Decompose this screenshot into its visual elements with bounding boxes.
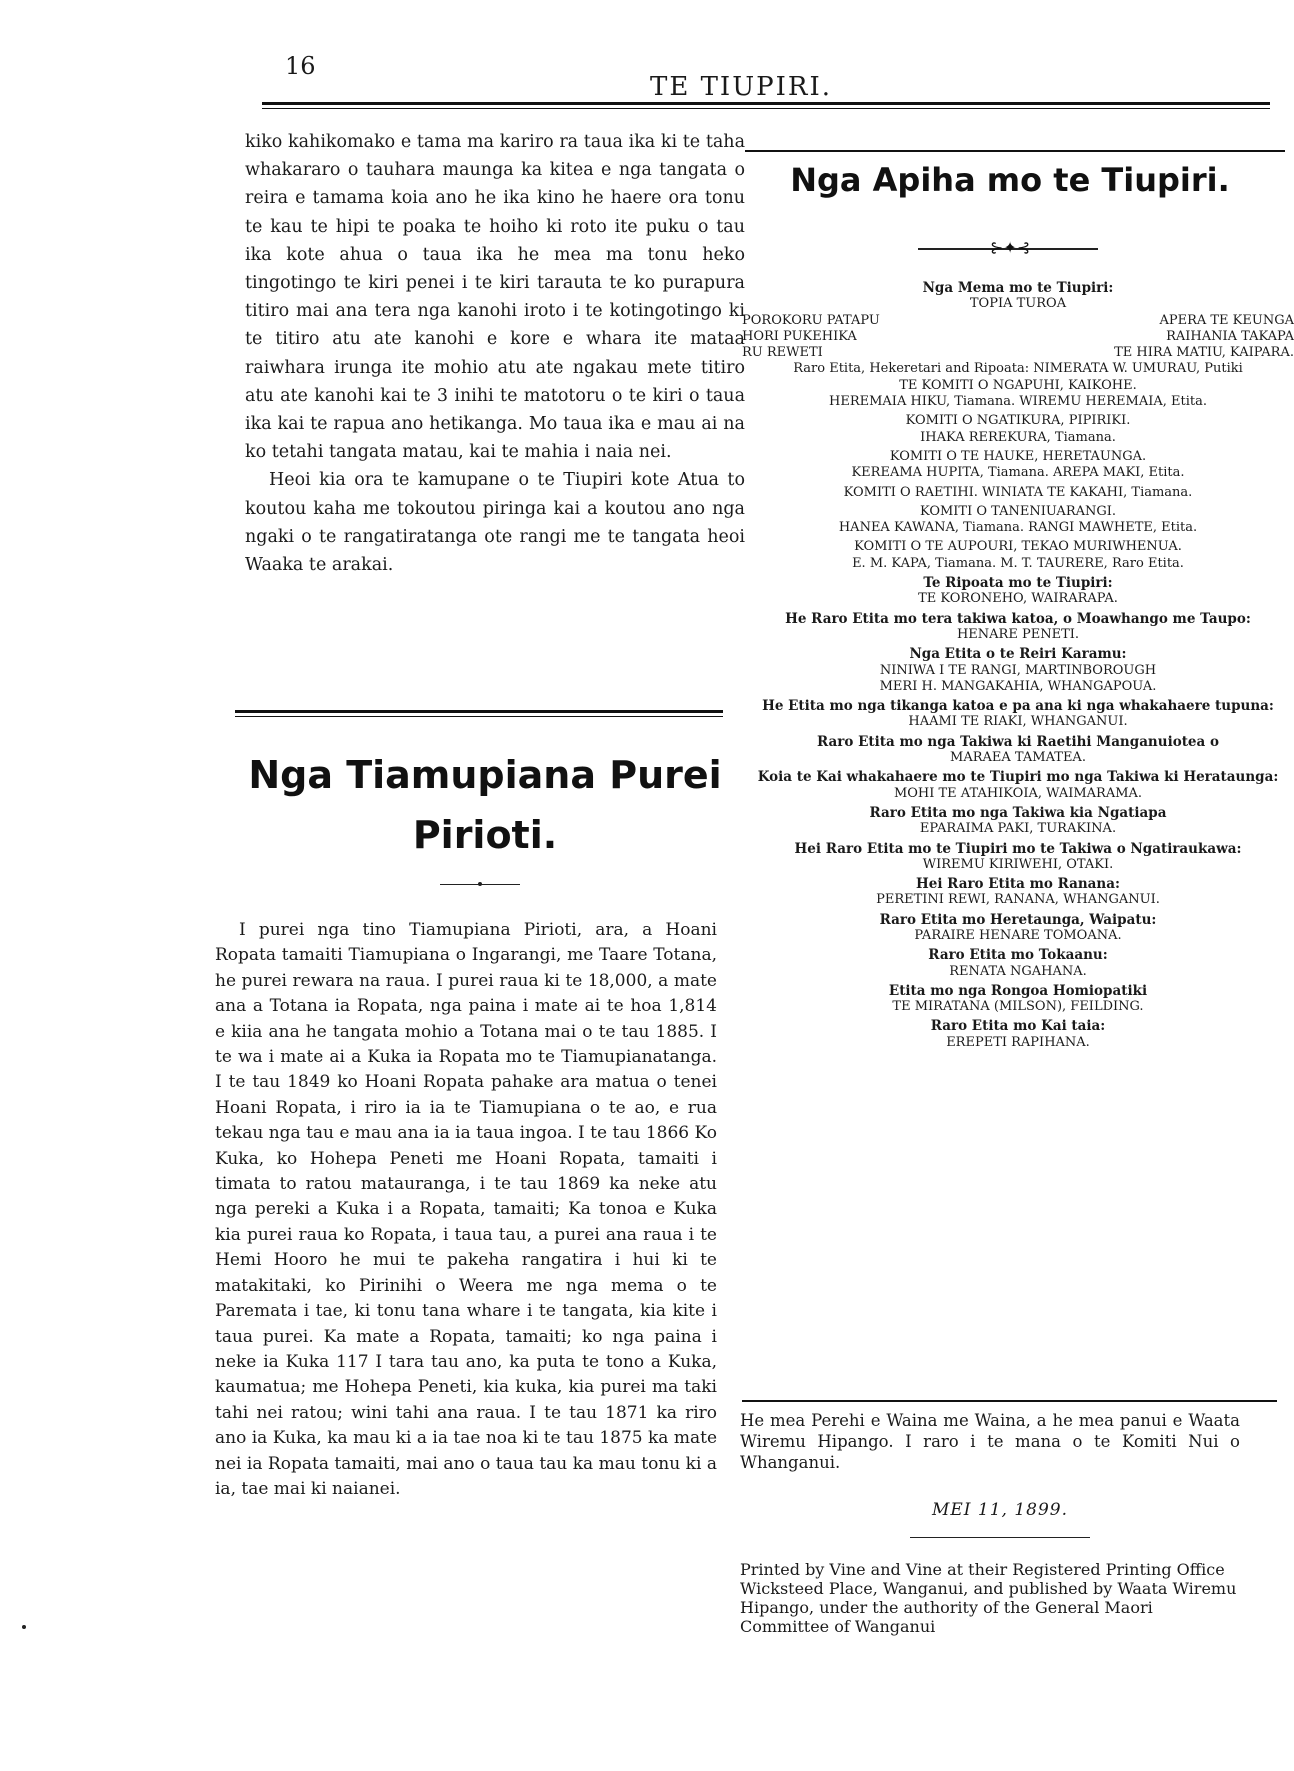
mema-left-3: HORI PUKEHIKA — [742, 328, 857, 344]
waipatu-heading: Raro Etita mo Heretaunga, Waipatu: — [879, 911, 1157, 928]
reiri-name-1: NINIWA I TE RANGI, MARTINBOROUGH — [879, 662, 1157, 678]
tanenui-people: HANEA KAWANA, Tiamana. RANGI MAWHETE, Etita. — [838, 520, 1198, 536]
raetihi-name: MARAEA TAMATEA. — [950, 750, 1086, 766]
tokaanu-heading: Raro Etita mo Tokaanu: — [928, 947, 1108, 964]
kaitaia-name: EREPETI RAPIHANA. — [946, 1034, 1090, 1050]
hekeretari: Raro Etita, Hekeretari and Ripoata: NIMERATA W. UMURAU, Putiki — [793, 361, 1243, 377]
mema-row-4 — [742, 345, 1294, 361]
publication-date: MEI 11, 1899. — [931, 1500, 1069, 1520]
ngatiraukawa-heading: Hei Raro Etita mo te Tiupiri mo te Takiwa o Ngatiraukawa: — [794, 840, 1242, 857]
column-gap-rule — [745, 150, 1285, 152]
herataunga-heading: Koia te Kai whakahaere mo te Tiupiri mo nga Takiwa ki Herataunga: — [757, 769, 1279, 786]
article-body: I purei nga tino Tiamupiana Pirioti, ara, a Hoani Ropata tamaiti Tiamupiana o Ingarangi, me Taare Totana, he purei rewara na raua. I purei raua ki te 18,000, a mate ana a Totana ia Ropata, nga paina i mate ai te hoa 1,814 e kiia ana he tangata mohio a Totana mai o te tau 1885. I te wa i mate ai a Kuka ia Ropata mo te Tiamupianatanga. I te tau 1849 ko Hoani Ropata pahake ara matua o tenei Hoani Ropata, i riro ia ia te Tiamupiana o te ao, e rua tekau nga tau e mau ana ia ia taua ingoa. I te tau 1866 Ko Kuka, ko Hohepa Peneti me Hoani Ropata, tamaiti i timata to ratou matauranga, i te tau 1869 ka neke atu nga pereki a Kuka i a Ropata, tamaiti; Ka tonoa e Kuka kia purei raua ko Ropata, i taua tau, a purei ana raua i te Hemi Hooro he mui te pakeha rangatira i hui ki te matakitaki, ko Pirinihi o Weera me nga mema o te Paremata i tae, ki tonu tana whare i te tangata, kia kite i taua purei. Ka mate a Ropata, tamaiti; ko nga paina i neke ia Kuka 117 I tara tau ano, ka puta te tono a Kuka, kaumatua; me Hohepa Peneti, kia kuka, kia purei ma taki tahi nei ratou; wini tahi ana raua. I te tau 1871 ka riro ano ia Kuka, ka mau ki a ia tae noa ki te tau 1875 ka mate nei ia Ropata tamaiti, mai ano o taua tau ka mau tonu ki a ia, tae mai ki naianei. — [215, 920, 717, 1499]
tikanga-heading: He Etita mo nga tikanga katoa e pa ana ki nga whakahaere tupuna: — [762, 698, 1274, 715]
mema-left-4: RU REWETI — [742, 345, 823, 361]
raetihi-heading: Raro Etita mo nga Takiwa ki Raetihi Manganuiotea o — [817, 733, 1219, 750]
mema-heading: Nga Mema mo te Tiupiri: — [922, 280, 1114, 296]
tikanga-name: HAAMI TE RIAKI, WHANGANUI. — [908, 714, 1128, 730]
komiti-aupouri: KOMITI O TE AUPOURI, TEKAO MURIWHENUA. — [854, 539, 1182, 555]
komiti-ngapuhi: TE KOMITI O NGAPUHI, KAIKOHE. — [899, 377, 1137, 393]
intro-paragraph-1: kiko kahikomako e tama ma kariro ra taua ika ki te taha whakararo o tauhara maunga ka kitea e nga tangata o reira e tamama koia ano he ika kino he haere ora tonu te kau te hipi te poaka te hoiho ki roto ite puku o tau ika kote ahua o taua ika he mea ma tonu heko tingotingo te kiri penei i te kiri tarauta te ko purapura titiro mai ana tera nga kanohi iroto i te kotingotingo ki te titiro atu ate kanohi e kore e whara ite mataa raiwhara irunga ite mohio atu ate ngakau mete titiro atu ate kanohi kai te 3 inihi te matotoru o te kiri o taua ika kai te rapua ano hetikanga. Mo taua ika e mau ai na ko tetahi tangata matau, kai te mahia i naia nei. — [245, 132, 745, 463]
date-rule — [910, 1537, 1090, 1538]
section-divider-top — [235, 710, 723, 713]
ranana-heading: Hei Raro Etita mo Ranana: — [916, 876, 1120, 893]
officers-title: Nga Apiha mo te Tiupiri. — [790, 161, 1230, 199]
ngapuhi-people: HEREMAIA HIKU, Tiamana. WIREMU HEREMAIA, Etita. — [829, 394, 1207, 410]
article-title-line-2: Pirioti. — [412, 813, 558, 857]
ripoata-name: TE KORONEHO, WAIRARAPA. — [918, 591, 1118, 607]
header-rule-bottom — [262, 108, 1270, 109]
homiopatiki-name: TE MIRATANA (MILSON), FEILDING. — [892, 999, 1144, 1015]
mema-right-2: APERA TE KEUNGA — [1159, 312, 1294, 328]
komiti-tanenui: KOMITI O TANENIUARANGI. — [919, 503, 1117, 519]
homiopatiki-heading: Etita mo nga Rongoa Homiopatiki — [888, 982, 1148, 999]
section-divider-bottom — [235, 716, 723, 717]
hauke-people: KEREAMA HUPITA, Tiamana. AREPA MAKI, Etita. — [851, 465, 1185, 481]
mema-right-4: TE HIRA MATIU, KAIPARA. — [1114, 345, 1294, 361]
moawhango-name: HENARE PENETI. — [956, 626, 1080, 642]
article-title — [225, 745, 745, 865]
mema-left-2: POROKORU PATAPU — [742, 312, 880, 328]
printer-imprint: Printed by Vine and Vine at their Registered Printing Office Wicksteed Place, Wanganui, and published by Waata Wiremu Hipango, under the authority of the General Maori Committee of Wanganui — [740, 1560, 1237, 1636]
mema-row-2 — [742, 313, 1294, 329]
intro-text — [245, 128, 745, 579]
herataunga-name: MOHI TE ATAHIKOIA, WAIMARAMA. — [893, 785, 1143, 801]
mema-row-3 — [742, 329, 1294, 345]
stray-mark-icon — [22, 1625, 26, 1629]
header-rule-top — [262, 102, 1270, 105]
ngatiapa-heading: Raro Etita mo nga Takiwa kia Ngatiapa — [869, 804, 1167, 821]
reiri-name-2: MERI H. MANGAKAHIA, WHANGAPOUA. — [879, 678, 1157, 694]
intro-paragraph-2: Heoi kia ora te kamupane o te Tiupiri kote Atua to koutou kaha me tokoutou piringa kai a koutou ano nga ngaki o te rangatiratanga ote rangi me te tangata heoi Waaka te arakai. — [245, 470, 745, 576]
komiti-raetihi: KOMITI O RAETIHI. WINIATA TE KAKAHI, Tiamana. — [843, 484, 1193, 500]
ranana-name: PERETINI REWI, RANANA, WHANGANUI. — [876, 892, 1160, 908]
ngatiapa-name: EPARAIMA PAKI, TURAKINA. — [919, 821, 1117, 837]
ngatiraukawa-name: WIREMU KIRIWEHI, OTAKI. — [922, 856, 1114, 872]
officers-list — [742, 280, 1294, 1051]
article-title-line-1: Nga Tiamupiana Purei — [248, 753, 722, 797]
mema-right-3: RAIHANIA TAKAPA — [1166, 328, 1294, 344]
waipatu-name: PARAIRE HENARE TOMOANA. — [914, 927, 1122, 943]
publication-notice: He mea Perehi e Waina me Waina, a he mea panui e Waata Wiremu Hipango. I raro i te mana o te Komiti Nui o Whanganui. — [740, 1411, 1240, 1472]
ngatikura-people: IHAKA REREKURA, Tiamana. — [920, 429, 1116, 445]
page-number: 16 — [285, 52, 316, 80]
moawhango-heading: He Raro Etita mo tera takiwa katoa, o Moawhango me Taupo: — [785, 610, 1251, 627]
ornament-dot-icon — [478, 882, 482, 886]
reiri-heading: Nga Etita o te Reiri Karamu: — [909, 646, 1127, 663]
komiti-hauke: KOMITI O TE HAUKE, HERETAUNGA. — [889, 448, 1147, 464]
notice-divider — [742, 1400, 1277, 1402]
running-title: TE TIUPIRI. — [650, 72, 832, 102]
tokaanu-name: RENATA NGAHANA. — [949, 963, 1087, 979]
ornament-flourish-icon: ⊱✦⊰ — [990, 238, 1031, 257]
ripoata-heading: Te Ripoata mo te Tiupiri: — [923, 575, 1113, 592]
komiti-ngatikura: KOMITI O NGATIKURA, PIPIRIKI. — [905, 413, 1131, 429]
aupouri-people: E. M. KAPA, Tiamana. M. T. TAURERE, Raro Etita. — [852, 555, 1184, 571]
kaitaia-heading: Raro Etita mo Kai taia: — [930, 1018, 1106, 1035]
mema-row-1: TOPIA TUROA — [969, 296, 1067, 312]
